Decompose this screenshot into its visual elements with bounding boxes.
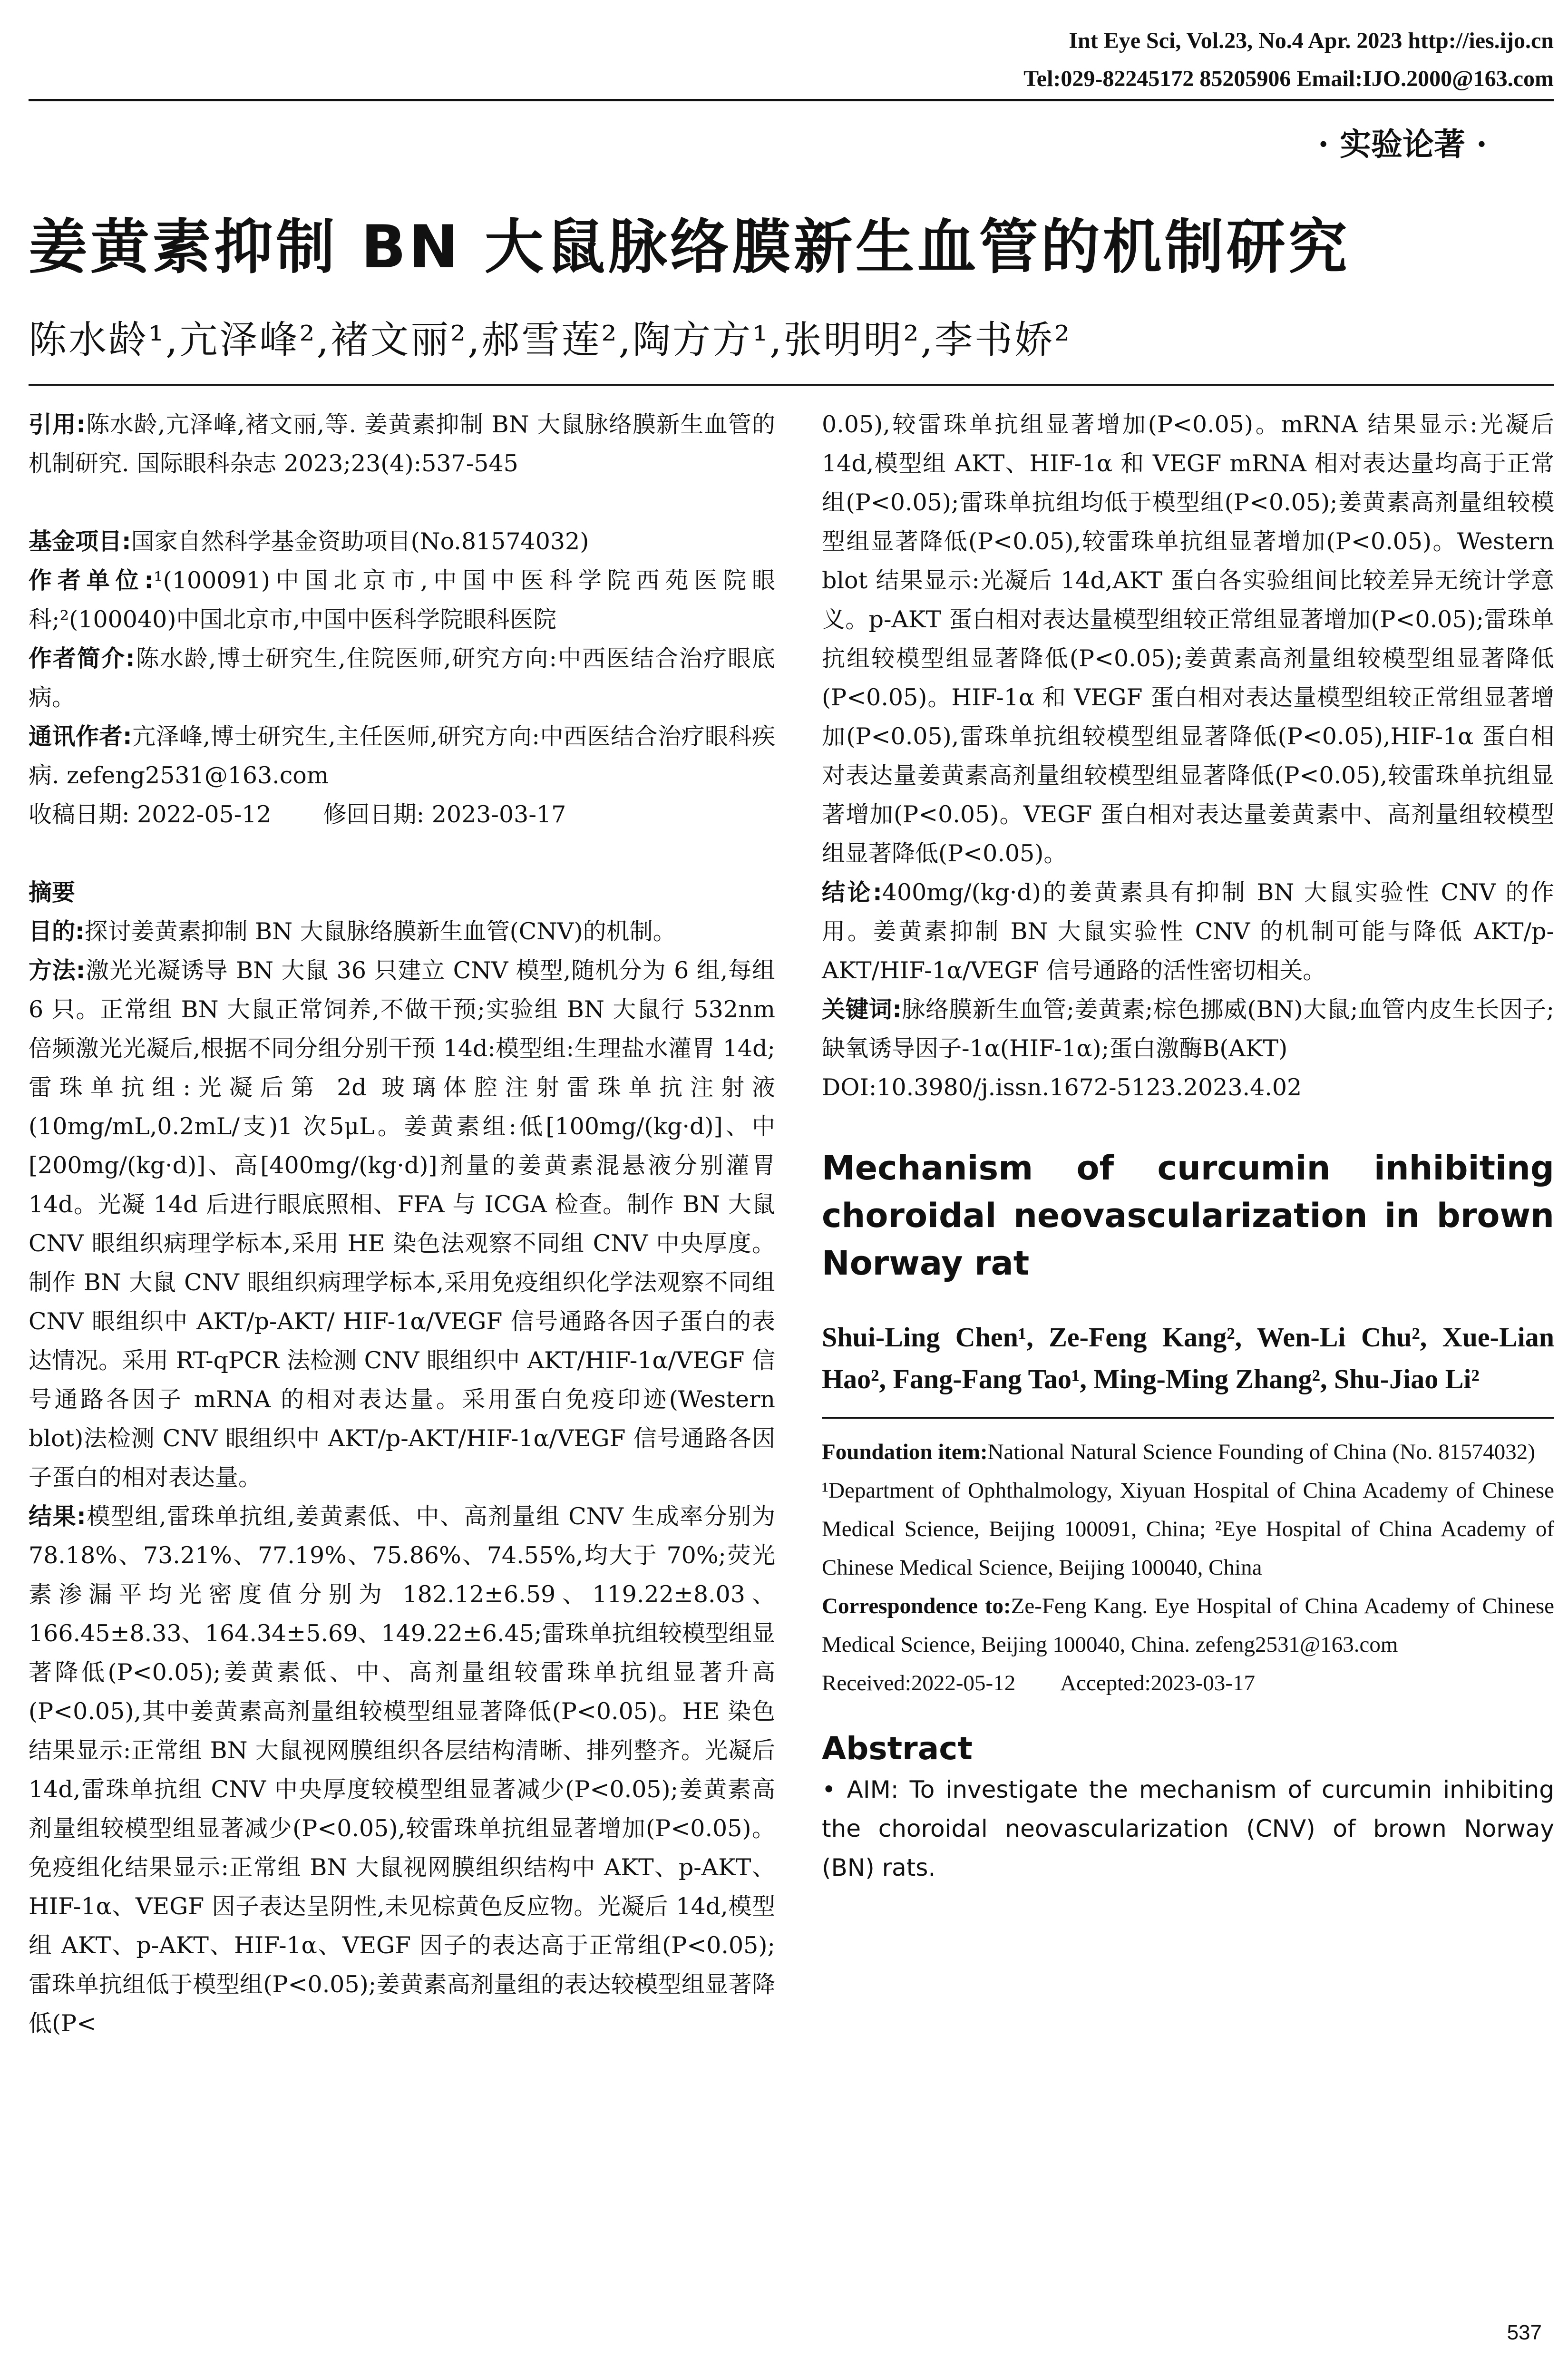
results (29, 1497, 775, 2043)
revised-date: 修回日期: 2023-03-17 (323, 801, 566, 828)
title-rule (29, 384, 1554, 386)
correspondence-label: Correspondence to: (822, 1594, 1011, 1618)
author-bio (29, 639, 775, 717)
english-abstract-heading: Abstract (822, 1730, 973, 1767)
accepted-en: Accepted:2023-03-17 (1060, 1671, 1256, 1695)
received-en: Received:2022-05-12 (822, 1671, 1016, 1695)
article-title: 姜黄素抑制 BN 大鼠脉络膜新生血管的机制研究 (29, 213, 1350, 282)
keywords-text: 脉络膜新生血管;姜黄素;棕色挪威(BN)大鼠;血管内皮生长因子;缺氧诱导因子-1α(HIF-1α);蛋白激酶B(AKT) (822, 996, 1554, 1062)
foundation-label: Foundation item: (822, 1440, 988, 1464)
author-unit (29, 561, 775, 639)
foundation-text: National Natural Science Founding of China (No. 81574032) (987, 1440, 1535, 1464)
unit-text: ¹(100091)中国北京市,中国中医科学院西苑医院眼科;²(100040)中国北京市,中国中医科学院眼科医院 (29, 567, 775, 633)
objective-text: 探讨姜黄素抑制 BN 大鼠脉络膜新生血管(CNV)的机制。 (84, 918, 676, 945)
keywords-label: 关键词: (822, 996, 902, 1023)
section-label: · 实验论著 · (1318, 126, 1487, 163)
dates (29, 795, 775, 834)
author-list: 陈水龄¹,亢泽峰²,褚文丽²,郝雪莲²,陶方方¹,张明明²,李书娇² (29, 318, 1072, 362)
corr-text: 亢泽峰,博士研究生,主任医师,研究方向:中西医结合治疗眼科疾病. zefeng2531@163.com (29, 723, 775, 789)
citation-text: 陈水龄,亢泽峰,褚文丽,等. 姜黄素抑制 BN 大鼠脉络膜新生血管的机制研究. 国际眼科杂志 2023;23(4):537-545 (29, 411, 775, 477)
citation (29, 405, 775, 483)
objective-label: 目的: (29, 918, 85, 945)
english-front-matter (822, 1433, 1554, 1703)
keywords (822, 990, 1554, 1068)
bio-label: 作者简介: (29, 645, 135, 672)
journal-contact: Tel:029-82245172 85205906 Email:IJO.2000@163.com (1023, 66, 1554, 91)
english-rule (822, 1417, 1554, 1419)
aim-text: • AIM: To investigate the mechanism of curcumin inhibiting the choroidal neovascularization (CNV) of brown Norway (BN) rats. (822, 1776, 1554, 1881)
methods-text: 激光光凝诱导 BN 大鼠 36 只建立 CNV 模型,随机分为 6 组,每组 6 只。正常组 BN 大鼠正常饲养,不做干预;实验组 BN 大鼠行 532nm 倍频激光光凝后,根据不同分组分别干预 14d:模型组:生理盐水灌胃 14d;雷珠单抗组:光凝后第 2d 玻璃体腔注射雷珠单抗注射液(10mg/mL,0.2mL/支)1 次5μL。姜黄素组:低[100mg/(kg·d)]、中[200mg/(kg·d)]、高[400mg/(kg·d)]剂量的姜黄素混悬液分别灌胃 14d。光凝 14d 后进行眼底照相、FFA 与 ICGA 检查。制作 BN 大鼠 CNV 眼组织病理学标本,采用 HE 染色法观察不同组 CNV 中央厚度。制作 BN 大鼠 CNV 眼组织病理学标本,采用免疫组织化学法观察不同组 CNV 眼组织中 AKT/p-AKT/ HIF-1α/VEGF 信号通路各因子蛋白的表达情况。采用 RT-qPCR 法检测 CNV 眼组织中 AKT/HIF-1α/VEGF 信号通路各因子 mRNA 的相对表达量。采用蛋白免疫印迹(Western blot)法检测 CNV 眼组织中 AKT/p-AKT/HIF-1α/VEGF 信号通路各因子蛋白的相对表达量。 (29, 957, 775, 1491)
unit-label: 作者单位: (29, 567, 154, 594)
fund-label: 基金项目: (29, 528, 131, 555)
corr-label: 通讯作者: (29, 723, 132, 750)
fund-text: 国家自然科学基金资助项目(No.81574032) (131, 528, 589, 555)
methods (29, 951, 775, 1497)
received-date: 收稿日期: 2022-05-12 (29, 801, 272, 828)
results-label: 结果: (29, 1503, 86, 1530)
conclusion-label: 结论: (822, 879, 882, 906)
citation-label: 引用: (29, 411, 86, 438)
methods-label: 方法: (29, 957, 86, 984)
bio-text: 陈水龄,博士研究生,住院医师,研究方向:中西医结合治疗眼底病。 (29, 645, 775, 711)
doi: DOI:10.3980/j.issn.1672-5123.2023.4.02 (822, 1074, 1302, 1101)
right-column (822, 405, 1554, 1887)
correspondence-text: Ze-Feng Kang. Eye Hospital of China Academy of Chinese Medical Science, Beijing 100040, China. zefeng2531@163.com (822, 1594, 1554, 1657)
corresponding-author (29, 717, 775, 795)
results-text: 模型组,雷珠单抗组,姜黄素低、中、高剂量组 CNV 生成率分别为 78.18%、73.21%、77.19%、75.86%、74.55%,均大于 70%;荧光素渗漏平均光密度值分别为 182.12±6.59、119.22±8.03、166.45±8.33、164.34±5.69、149.22±6.45;雷珠单抗组较模型组显著降低(P<0.05);姜黄素低、中、高剂量组较雷珠单抗组显著升高(P<0.05),其中姜黄素高剂量组较模型组显著降低(P<0.05)。HE 染色结果显示:正常组 BN 大鼠视网膜组织各层结构清晰、排列整齐。光凝后 14d,雷珠单抗组 CNV 中央厚度较模型组显著减少(P<0.05);姜黄素高剂量组较模型组显著减少(P<0.05),较雷珠单抗组显著增加(P<0.05)。免疫组化结果显示:正常组 BN 大鼠视网膜组织结构中 AKT、p-AKT、HIF-1α、VEGF 因子表达呈阴性,未见棕黄色反应物。光凝后 14d,模型组 AKT、p-AKT、HIF-1α、VEGF 因子的表达高于正常组(P<0.05);雷珠单抗组低于模型组(P<0.05);姜黄素高剂量组的表达较模型组显著降低(P< (29, 1503, 775, 2037)
english-dates (822, 1664, 1554, 1703)
header-rule (29, 99, 1554, 101)
objective (29, 912, 775, 951)
foundation-item (822, 1433, 1554, 1471)
page-number: 537 (1507, 2321, 1542, 2344)
correspondence (822, 1587, 1554, 1664)
english-title: Mechanism of curcumin inhibiting choroidal neovascularization in brown Norway rat (822, 1149, 1554, 1283)
abstract-heading: 摘要 (29, 879, 76, 906)
journal-header: Int Eye Sci, Vol.23, No.4 Apr. 2023 http://ies.ijo.cn (1069, 28, 1554, 53)
fund (29, 522, 775, 561)
departments: ¹Department of Ophthalmology, Xiyuan Hospital of China Academy of Chinese Medical Science, Beijing 100091, China; ²Eye Hospital of China Academy of Chinese Medical Science, Beijing 100040, China (822, 1478, 1554, 1580)
conclusion (822, 873, 1554, 990)
results-continued: 0.05),较雷珠单抗组显著增加(P<0.05)。mRNA 结果显示:光凝后 14d,模型组 AKT、HIF-1α 和 VEGF mRNA 相对表达量均高于正常组(P<0.05);雷珠单抗组均低于模型组(P<0.05);姜黄素高剂量组较模型组显著降低(P<0.05),较雷珠单抗组显著增加(P<0.05)。Western blot 结果显示:光凝后 14d,AKT 蛋白各实验组间比较差异无统计学意义。p-AKT 蛋白相对表达量模型组较正常组显著增加(P<0.05);雷珠单抗组较模型组显著降低(P<0.05);姜黄素高剂量组较模型组显著降低(P<0.05)。HIF-1α 和 VEGF 蛋白相对表达量模型组较正常组显著增加(P<0.05),雷珠单抗组较模型组显著降低(P<0.05),HIF-1α 蛋白相对表达量姜黄素高剂量组较模型组显著降低(P<0.05),较雷珠单抗组显著增加(P<0.05)。VEGF 蛋白相对表达量姜黄素中、高剂量组较模型组显著降低(P<0.05)。 (822, 411, 1555, 867)
english-authors: Shui-Ling Chen¹, Ze-Feng Kang², Wen-Li Chu², Xue-Lian Hao², Fang-Fang Tao¹, Ming-Ming Zhang², Shu-Jiao Li² (822, 1322, 1554, 1394)
conclusion-text: 400mg/(kg·d)的姜黄素具有抑制 BN 大鼠实验性 CNV 的作用。姜黄素抑制 BN 大鼠实验性 CNV 的机制可能与降低 AKT/p-AKT/HIF-1α/VEGF 信号通路的活性密切相关。 (822, 879, 1554, 984)
left-column (29, 405, 775, 2043)
